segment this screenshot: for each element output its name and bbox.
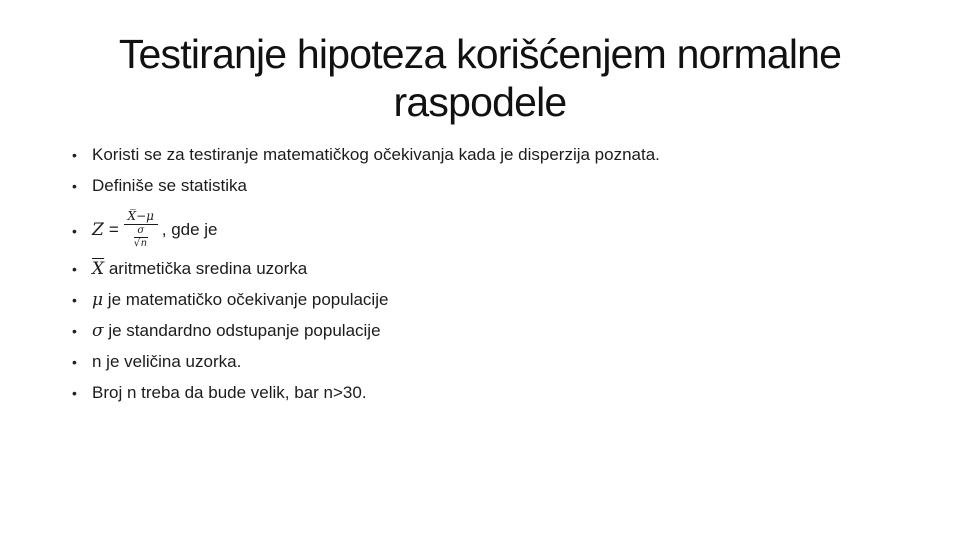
bullet-dot: • xyxy=(72,223,77,239)
formula-fraction xyxy=(124,210,158,249)
z-formula xyxy=(92,210,218,249)
formula-equals: = xyxy=(108,219,119,239)
formula-suffix: , gde je xyxy=(161,219,218,239)
bullet-item-7 xyxy=(72,351,932,382)
bullet-text: Definiše se statistika xyxy=(92,176,247,195)
xbar-symbol: $\overline{X}$ xyxy=(92,259,105,279)
title-line-2: raspodele xyxy=(393,79,567,125)
bullet-item-4 xyxy=(72,258,932,289)
bullet-text: je standardno odstupanje populacije xyxy=(103,321,381,340)
bullet-item-2 xyxy=(72,175,932,206)
formula-numerator: X̅−μ xyxy=(127,209,154,223)
bullet-text: n je veličina uzorka. xyxy=(92,352,242,371)
formula-denominator xyxy=(134,226,148,249)
bullet-item-5 xyxy=(72,289,932,320)
sqrt-symbol: √ xyxy=(133,238,141,249)
bullet-dot: • xyxy=(72,354,77,370)
mu-symbol: μ xyxy=(92,290,104,310)
bullet-dot: • xyxy=(72,323,77,339)
bullet-item-6 xyxy=(72,320,932,351)
sigma-symbol: σ xyxy=(92,321,104,341)
bullet-dot: • xyxy=(72,147,77,163)
sqrt-argument: n xyxy=(141,238,147,249)
bullet-dot: • xyxy=(72,292,77,308)
formula-lhs: Z xyxy=(92,219,104,240)
bullet-text: Broj n treba da bude velik, bar n>30. xyxy=(92,383,367,402)
bullet-text: je matematičko očekivanje populacije xyxy=(103,290,389,309)
bullet-item-8 xyxy=(72,382,932,413)
bullet-item-formula xyxy=(72,206,932,258)
title-line-1: Testiranje hipoteza korišćenjem normalne xyxy=(118,31,842,77)
bullet-item-1 xyxy=(72,144,932,175)
bullet-list xyxy=(72,144,932,413)
bullet-text: aritmetička sredina uzorka xyxy=(104,259,308,278)
bullet-dot: • xyxy=(72,261,77,277)
bullet-dot: • xyxy=(72,178,77,194)
bullet-dot: • xyxy=(72,385,77,401)
bullet-text: Koristi se za testiranje matematičkog očekivanja kada je disperzija poznata. xyxy=(92,145,660,164)
denominator-sigma: σ xyxy=(137,225,145,236)
slide-title xyxy=(60,30,900,126)
denominator-sqrt xyxy=(134,239,148,249)
